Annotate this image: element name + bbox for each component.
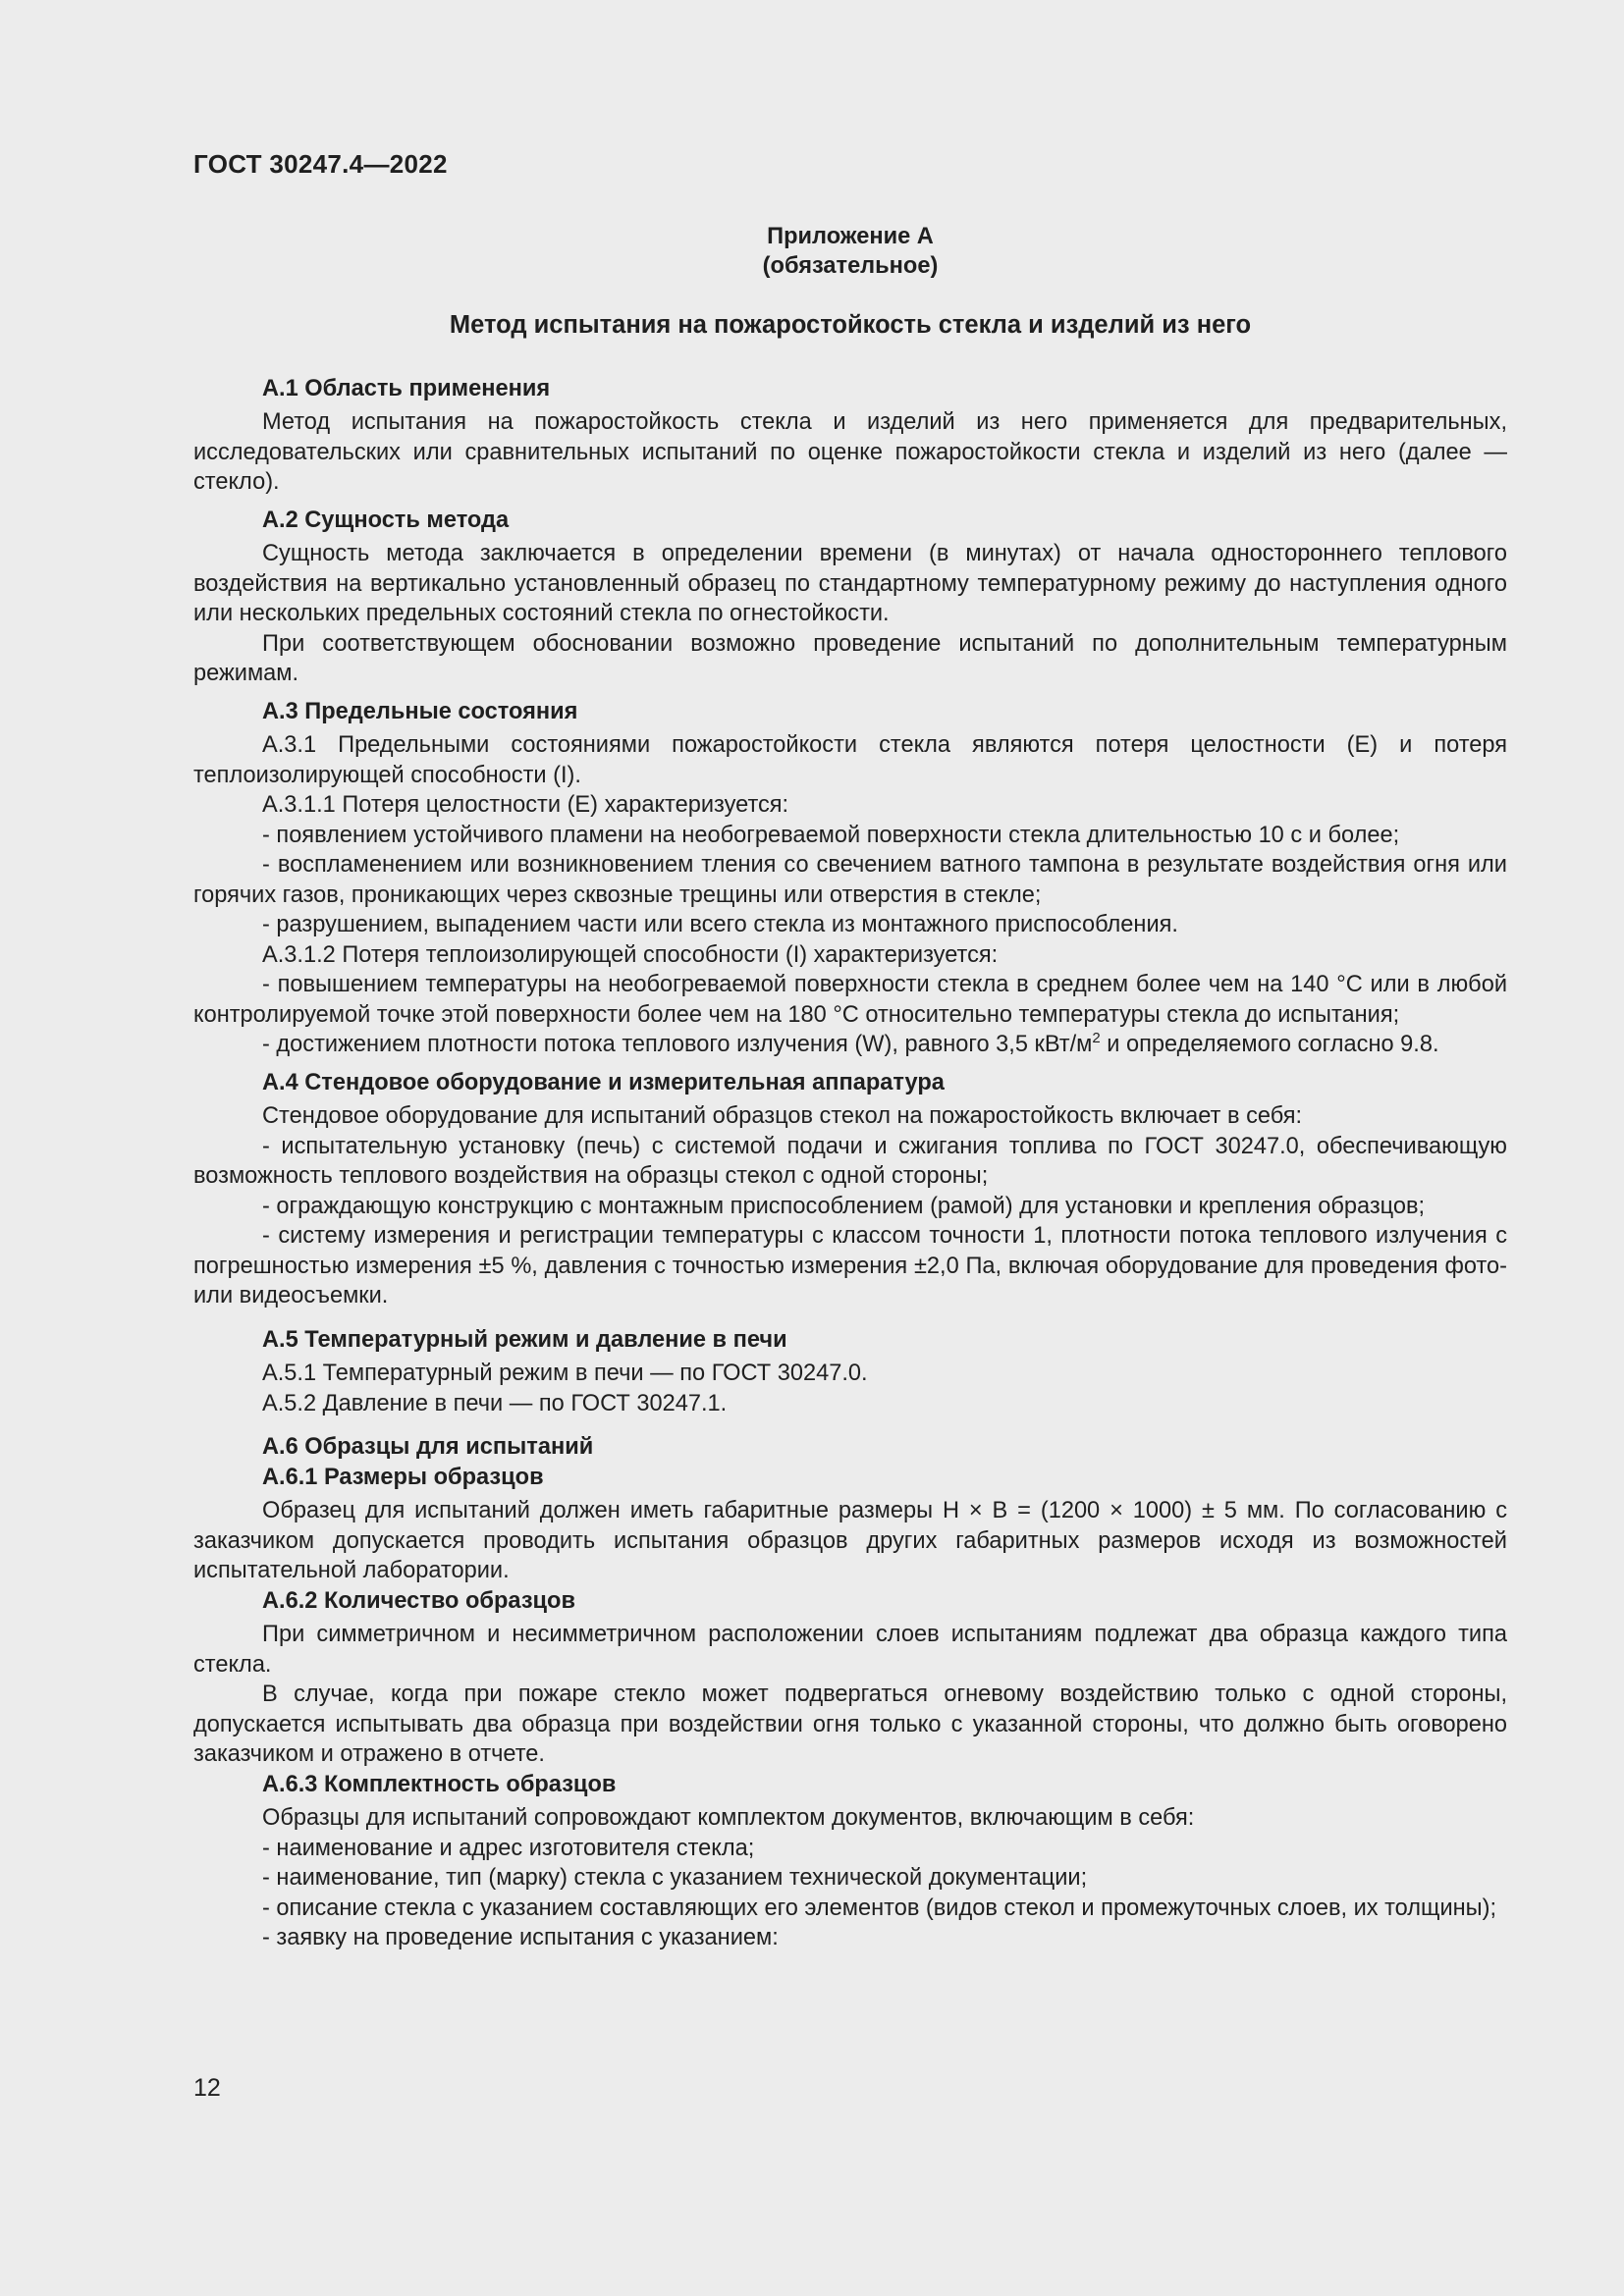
paragraph: А.3.1 Предельными состояниями пожаростойкости стекла являются потеря целостности (E) и потеря теплоизолирующей способности (I). [193,732,1507,788]
section-heading-a3: А.3 Предельные состояния [262,698,578,724]
paragraph: А.5.2 Давление в печи — по ГОСТ 30247.1. [262,1390,728,1416]
paragraph: А.5.1 Температурный режим в печи — по ГОСТ 30247.0. [262,1361,868,1386]
list-item: - воспламенением или возникновением тления со свечением ватного тампона в результате воздействия огня или горячих газов, проникающих через сквозные трещины или отверстия в стекле; [193,852,1507,908]
method-title: Метод испытания на пожаростойкость стекла и изделий из него [449,311,1252,339]
page-number: 12 [193,2074,221,2102]
list-item: - испытательную установку (печь) с системой подачи и сжигания топлива по ГОСТ 30247.0, обеспечивающую возможность теплового воздействия на образцы стекол с одной стороны; [193,1133,1507,1189]
annex-title: Приложение А [767,224,934,249]
paragraph: Образец для испытаний должен иметь габаритные размеры H × B = (1200 × 1000) ± 5 мм. По согласованию с заказчиком допускается проводить испытания образцов других габаритных размеров исходя из возможностей испытательной лаборатории. [193,1498,1507,1583]
section-heading-a1: А.1 Область применения [262,375,551,401]
list-item-text: и определяемого согласно 9.8. [1100,1032,1439,1057]
section-heading-a5: А.5 Температурный режим и давление в печи [262,1326,787,1353]
section-heading-a4: А.4 Стендовое оборудование и измерительная аппаратура [262,1069,945,1095]
document-body [193,222,1507,1953]
list-item: - наименование и адрес изготовителя стекла; [262,1835,755,1861]
list-item: - описание стекла с указанием составляющих его элементов (видов стекол и промежуточных слоев, их толщины); [262,1895,1497,1921]
paragraph: Метод испытания на пожаростойкость стекла и изделий из него применяется для предварительных, исследовательских или сравнительных испытаний по оценке пожаростойкости стекла и изделий из него (далее — стекло). [193,409,1507,495]
standard-code: ГОСТ 30247.4—2022 [193,149,448,179]
subsection-heading-a6-3: А.6.3 Комплектность образцов [262,1771,617,1797]
list-item: - заявку на проведение испытания с указанием: [262,1925,779,1950]
annex-status: (обязательное) [762,253,939,279]
section-heading-a6: А.6 Образцы для испытаний [262,1434,594,1460]
section-heading-a2: А.2 Сущность метода [262,507,510,533]
list-item: - появлением устойчивого пламени на необогреваемой поверхности стекла длительностью 10 с и более; [262,822,1400,848]
paragraph: В случае, когда при пожаре стекло может подвергаться огневому воздействию только с одной стороны, допускается испытывать два образца при воздействии огня только с указанной стороны, что должно быть оговорено заказчиком и отражено в отчете. [193,1682,1507,1767]
subsection-heading-a6-2: А.6.2 Количество образцов [262,1587,575,1614]
list-item: - систему измерения и регистрации температуры с классом точности 1, плотности потока теплового излучения с погрешностью измерения ±5 %, давления с точностью измерения ±2,0 Па, включая оборудование для проведения фото- или видеосъемки. [193,1223,1507,1308]
paragraph: При симметричном и несимметричном расположении слоев испытаниям подлежат два образца каждого типа стекла. [193,1622,1507,1678]
list-item: - наименование, тип (марку) стекла с указанием технической документации; [262,1865,1088,1891]
paragraph: При соответствующем обосновании возможно проведение испытаний по дополнительным температурным режимам. [193,630,1507,686]
paragraph: Сущность метода заключается в определении времени (в минутах) от начала одностороннего теплового воздействия на вертикально установленный образец по стандартному температурному режиму до наступления одного или нескольких предельных состояний стекла по огнестойкости. [193,541,1507,626]
subsection-heading-a6-1: А.6.1 Размеры образцов [262,1464,544,1490]
paragraph: А.3.1.1 Потеря целостности (E) характеризуется: [262,792,789,818]
paragraph: Стендовое оборудование для испытаний образцов стекол на пожаростойкость включает в себя: [262,1103,1303,1129]
paragraph: А.3.1.2 Потеря теплоизолирующей способности (I) характеризуется: [262,941,999,968]
superscript: 2 [1092,1030,1101,1046]
paragraph: Образцы для испытаний сопровождают комплектом документов, включающим в себя: [262,1805,1195,1831]
list-item: - ограждающую конструкцию с монтажным приспособлением (рамой) для установки и крепления образцов; [262,1193,1426,1219]
list-item: - разрушением, выпадением части или всего стекла из монтажного приспособления. [262,912,1178,937]
list-item-text: - достижением плотности потока теплового излучения (W), равного 3,5 кВт/м [262,1032,1093,1057]
list-item [193,1030,1507,1060]
list-item: - повышением температуры на необогреваемой поверхности стекла в среднем более чем на 140 °С или в любой контролируемой точке этой поверхности более чем на 180 °С относительно температуры стекла до испытания; [193,972,1507,1028]
